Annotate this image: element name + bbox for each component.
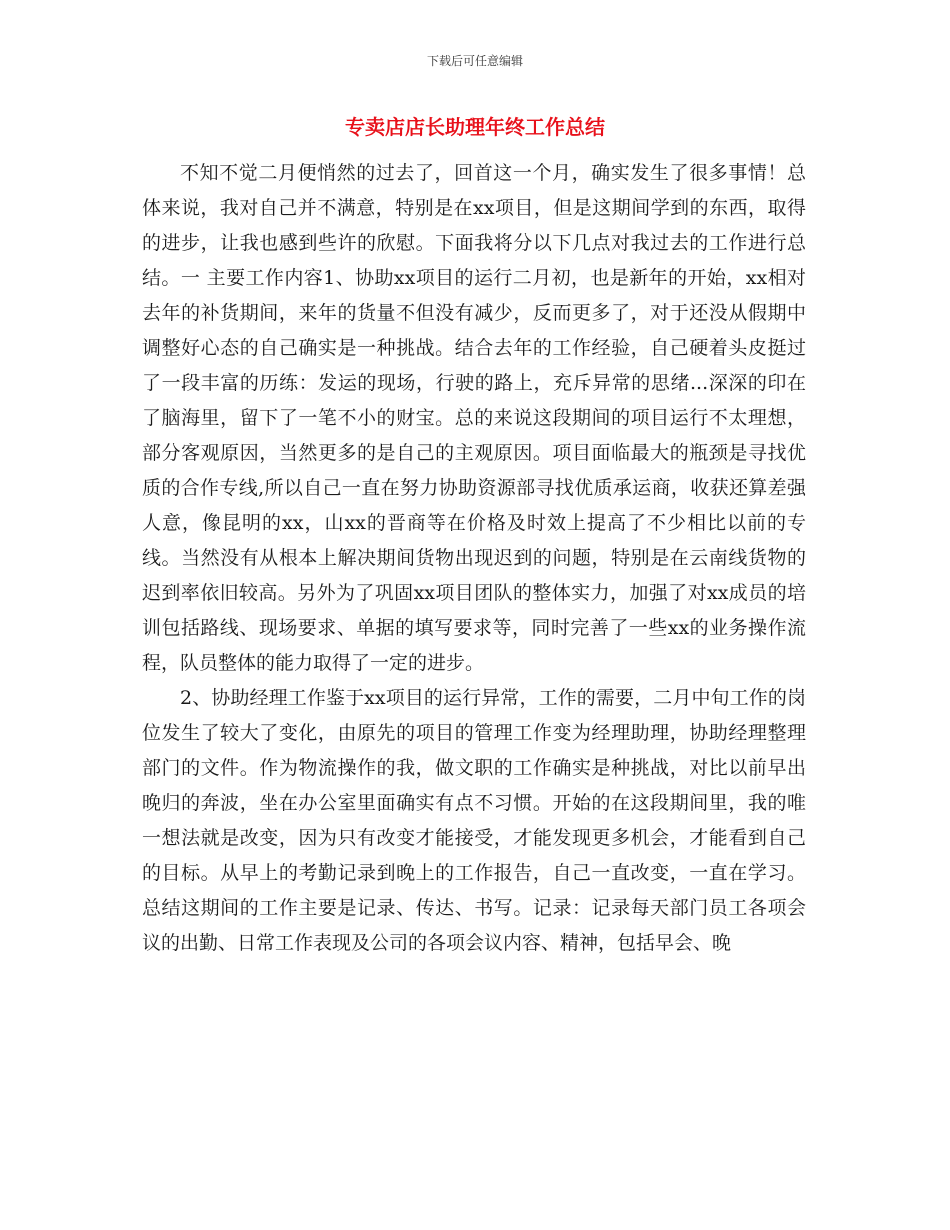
document-body [142, 156, 806, 961]
document-title: 专卖店店长助理年终工作总结 [345, 115, 605, 139]
page-header-note: 下载后可任意编辑 [426, 54, 523, 68]
body-paragraph-2: 2、协助经理工作鉴于xx项目的运行异常，工作的需要，二月中旬工作的岗位发生了较大了变化，由原先的项目的管理工作变为经理助理，协助经理整理部门的文件。作为物流操作的我，做文职的工作确实是种挑战，对比以前早出晚归的奔波，坐在办公室里面确实有点不习惯。开始的在这段期间里，我的唯一想法就是改变，因为只有改变才能接受，才能发现更多机会，才能看到自己的目标。从早上的考勤记录到晚上的工作报告，自己一直改变，一直在学习。总结这期间的工作主要是记录、传达、书写。记录：记录每天部门员工各项会议的出勤、日常工作表现及公司的各项会议内容、精神，包括早会、晚 [142, 687, 806, 954]
body-paragraph-1: 不知不觉二月便悄然的过去了，回首这一个月，确实发生了很多事情！总体来说，我对自己并不满意，特别是在xx项目，但是这期间学到的东西，取得的进步，让我也感到些许的欣慰。下面我将分以下几点对我过去的工作进行总结。一 主要工作内容1、协助xx项目的运行二月初，也是新年的开始，xx相对去年的补货期间，来年的货量不但没有减少，反而更多了，对于还没从假期中调整好心态的自己确实是一种挑战。结合去年的工作经验，自己硬着头皮挺过了一段丰富的历练：发运的现场，行驶的路上，充斥异常的思绪...深深的印在了脑海里，留下了一笔不小的财宝。总的来说这段期间的项目运行不太理想，部分客观原因，当然更多的是自己的主观原因。项目面临最大的瓶颈是寻找优质的合作专线,所以自己一直在努力协助资源部寻找优质承运商，收获还算差强人意，像昆明的xx，山xx的晋商等在价格及时效上提高了不少相比以前的专线。当然没有从根本上解决期间货物出现迟到的问题，特别是在云南线货物的迟到率依旧较高。另外为了巩固xx项目团队的整体实力，加强了对xx成员的培训包括路线、现场要求、单据的填写要求等，同时完善了一些xx的业务操作流程，队员整体的能力取得了一定的进步。 [142, 162, 806, 674]
